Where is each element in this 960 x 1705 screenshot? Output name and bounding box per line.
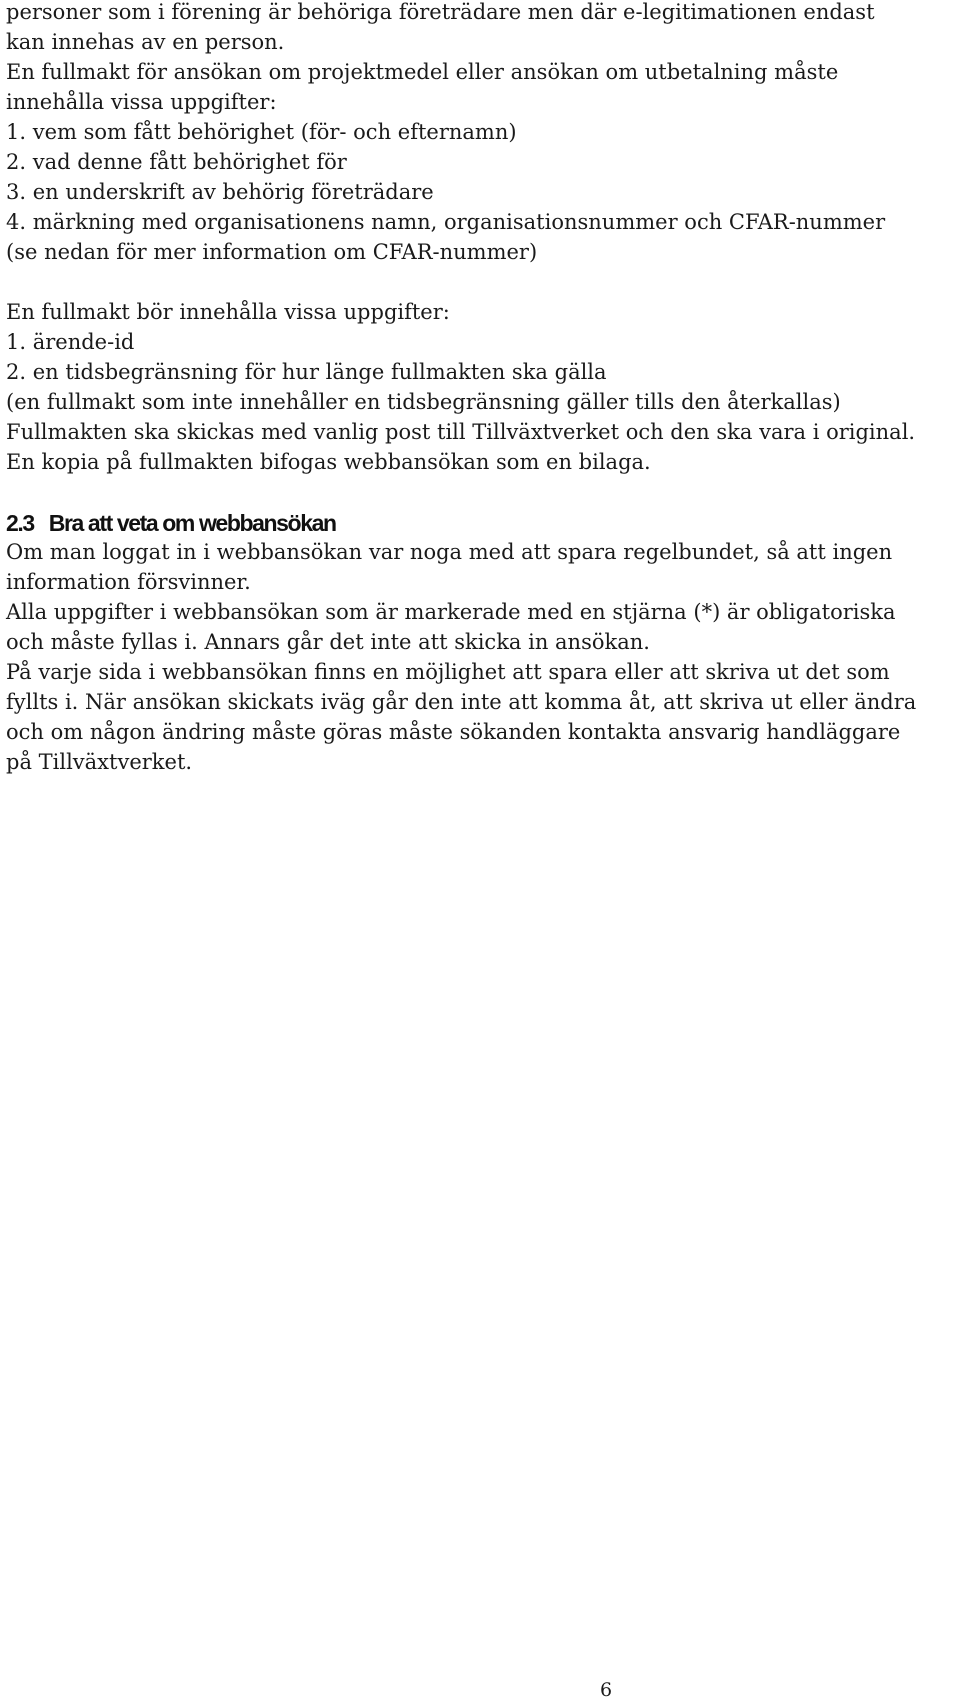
body-text-line: fyllts i. När ansökan skickats iväg går den inte att komma åt, att skriva ut eller ändra <box>6 690 917 714</box>
body-text-line: Om man loggat in i webbansökan var noga med att spara regelbundet, så att ingen <box>6 540 893 564</box>
list-item-line: 1. vem som fått behörighet (för- och efternamn) <box>6 120 517 144</box>
body-text-line: Fullmakten ska skickas med vanlig post till Tillväxtverket och den ska vara i original. <box>6 420 916 444</box>
body-text-line: innehålla vissa uppgifter: <box>6 90 277 114</box>
body-text-line: kan innehas av en person. <box>6 30 285 54</box>
body-text-line: och måste fyllas i. Annars går det inte att skicka in ansökan. <box>6 630 650 654</box>
section-number: 2.3 <box>6 510 34 536</box>
body-text-line: på Tillväxtverket. <box>6 750 193 774</box>
section-heading <box>6 507 336 539</box>
list-item-line: 1. ärende-id <box>6 330 135 354</box>
body-text-line: En fullmakt för ansökan om projektmedel eller ansökan om utbetalning måste <box>6 60 839 84</box>
list-item-line: 2. vad denne fått behörighet för <box>6 150 347 174</box>
page-number: 6 <box>600 1679 613 1701</box>
list-item-line: 4. märkning med organisationens namn, organisationsnummer och CFAR-nummer <box>6 210 886 234</box>
body-text-line: En kopia på fullmakten bifogas webbansökan som en bilaga. <box>6 450 651 474</box>
body-text-line: (en fullmakt som inte innehåller en tidsbegränsning gäller tills den återkallas) <box>6 390 841 414</box>
body-text-line: Alla uppgifter i webbansökan som är markerade med en stjärna (*) är obligatoriska <box>6 600 896 624</box>
body-text-line: information försvinner. <box>6 570 251 594</box>
body-text-line: (se nedan för mer information om CFAR-nummer) <box>6 240 538 264</box>
list-item-line: 2. en tidsbegränsning för hur länge fullmakten ska gälla <box>6 360 607 384</box>
body-text-line: På varje sida i webbansökan finns en möjlighet att spara eller att skriva ut det som <box>6 660 890 684</box>
body-text-line: personer som i förening är behöriga företrädare men där e-legitimationen endast <box>6 0 875 24</box>
section-title: Bra att veta om webbansökan <box>48 510 336 536</box>
list-item-line: 3. en underskrift av behörig företrädare <box>6 180 434 204</box>
body-text-line: och om någon ändring måste göras måste sökanden kontakta ansvarig handläggare <box>6 720 901 744</box>
body-text-line: En fullmakt bör innehålla vissa uppgifter: <box>6 300 450 324</box>
